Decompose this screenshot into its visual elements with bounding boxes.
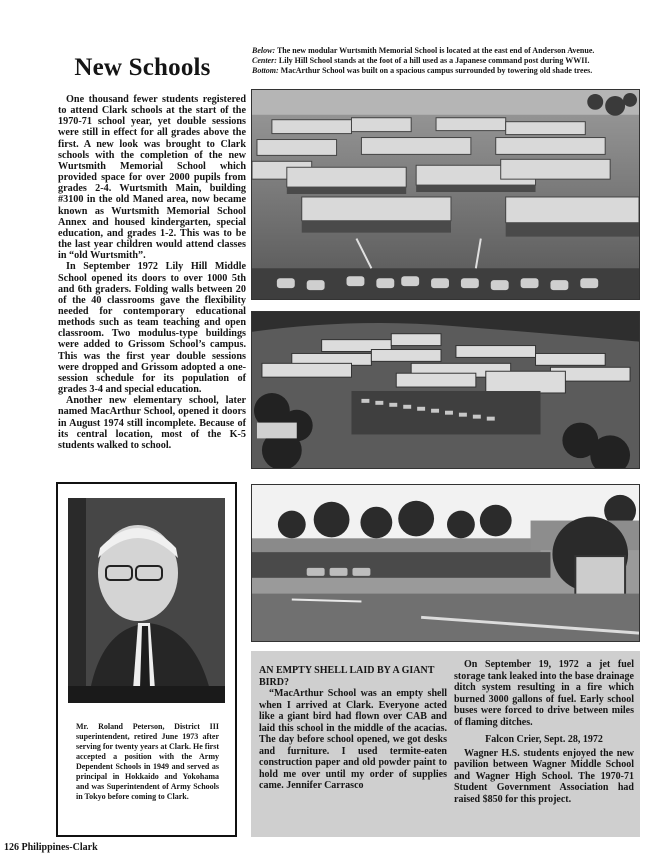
- portrait-box: [56, 482, 237, 837]
- caption-below: Below: The new modular Wurtsmith Memorial School is located at the east end of Anderson Avenue.: [252, 46, 595, 55]
- photo-captions: [252, 46, 642, 76]
- macarthur-school-photo: [251, 484, 640, 642]
- page-title: New Schools: [74, 54, 211, 81]
- fuel-leak-text: On September 19, 1972 a jet fuel storage tank leaked into the base drainage ditch system resulting in a fire which burned 3000 gallons of fuel. Early school buses were forced to drive between miles of flaming ditches.: [454, 659, 634, 728]
- roland-peterson-portrait: [68, 498, 225, 703]
- page-footer: 126 Philippines-Clark: [4, 842, 98, 853]
- panel-quote: “MacArthur School was an empty shell when I arrived at Clark. Everyone acted like a giant bird had flown over CAB and laid this school in the middle of the acacias. The day before school opened, we got desks and furniture. I used termite-eaten construction paper and old powder paint to hold me over until my order of supplies came. Jennifer Carrasco: [259, 688, 447, 791]
- wagner-pavilion-text: Wagner H.S. students enjoyed the new pavilion between Wagner Middle School and Wagner High School. The 1970-71 Student Government Association had raised $850 for this project.: [454, 747, 634, 805]
- caption-center: Center: Lily Hill School stands at the foot of a hill used as a Japanese command post during WWII.: [252, 56, 590, 65]
- panel-column-left: [259, 665, 447, 792]
- article-body: [58, 94, 246, 451]
- panel-heading: AN EMPTY SHELL LAID BY A GIANT BIRD?: [259, 665, 435, 688]
- body-paragraph-1: One thousand fewer students registered to attend Clark schools at the start of the 1970-71 school year, yet double sessions were still in effect for all grades above the first. A new look was brought to Clark schools with the completion of the new Wurtsmith Memorial School which provided space for over 2000 pupils from grades 2-4. Wurtsmith Main, building #3100 in the old Maned area, now became known as Wurtsmith Memorial School Annex and housed kindergarten, special education, and grades 1-2. This was to be the last year children would attend classes in “old Wurtsmith”.: [58, 94, 246, 262]
- body-paragraph-2: In September 1972 Lily Hill Middle School opened its doors to over 1000 5th and 6th graders. Folding walls between 20 of the 40 classrooms gave the flexibility needed for contemporary educational methods such as team teaching and open classroom. Two modulus-type buildings were added to Grissom School’s campus. This was the first year double sessions were dropped and Grissom adopted a one-session schedule for its population of grades 3-4 and special education.: [58, 261, 246, 396]
- source-citation: Falcon Crier, Sept. 28, 1972: [485, 734, 603, 745]
- panel-column-right: [454, 659, 634, 805]
- sidebar-panel: [251, 651, 640, 837]
- wurtsmith-school-photo: [251, 89, 640, 300]
- body-paragraph-3: Another new elementary school, later named MacArthur School, opened it doors in August 1974 still incomplete. Because of its central location, most of the K-5 students walked to school.: [58, 395, 246, 451]
- caption-bottom: Bottom: MacArthur School was built on a spacious campus surrounded by towering old shade trees.: [252, 66, 593, 75]
- lily-hill-school-photo: [251, 311, 640, 469]
- portrait-caption: Mr. Roland Peterson, District III superintendent, retired June 1973 after serving for twenty years at Clark. He first accepted a position with the Army Dependent Schools in 1949 and served as principal in Hokkaido and Yokohama and was Superintendent of Army Schools in Tokyo before coming to Clark.: [76, 722, 219, 801]
